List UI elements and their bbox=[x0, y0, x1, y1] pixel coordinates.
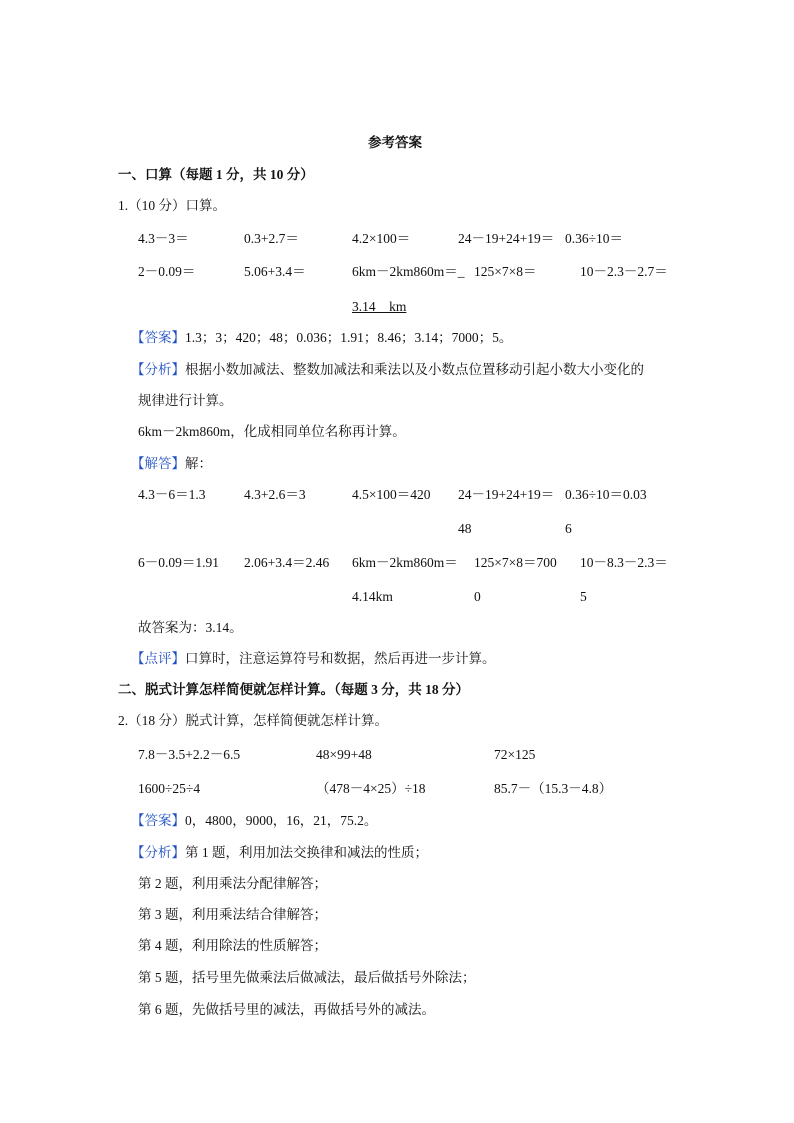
analysis-text: 规律进行计算。 bbox=[138, 393, 233, 408]
solution-expr: 4.14km bbox=[352, 589, 393, 604]
solution-expr: 24－19+24+19＝ bbox=[458, 487, 555, 502]
expr: 85.7－（15.3－4.8） bbox=[494, 781, 613, 796]
analysis-text: 6km－2km860m，化成相同单位名称再计算。 bbox=[138, 424, 406, 439]
section-1-heading: 一、口算（每题 1 分，共 10 分） bbox=[118, 167, 314, 182]
solution-expr: 4.3－6＝1.3 bbox=[138, 487, 206, 502]
solution-expr: 0 bbox=[474, 589, 481, 604]
analysis-line bbox=[131, 845, 428, 861]
question-2: 2.（18 分）脱式计算，怎样简便就怎样计算。 bbox=[118, 713, 388, 728]
expr: 4.2×100＝ bbox=[352, 231, 411, 246]
answer-text: 1.3；3；420；48；0.036；1.91；8.46；3.14；7000；5。 bbox=[185, 330, 513, 345]
analysis-tag: 【分析】 bbox=[131, 845, 185, 860]
fill-blank-answer: 3.14 km bbox=[352, 299, 407, 314]
expr: 48×99+48 bbox=[316, 747, 372, 762]
comment-tag: 【点评】 bbox=[131, 651, 185, 666]
comment-text: 口算时，注意运算符号和数据，然后再进一步计算。 bbox=[185, 651, 496, 666]
solution-expr: 0.36÷10＝0.03 bbox=[565, 487, 647, 502]
page-title: 参考答案 bbox=[368, 135, 422, 150]
answer-line bbox=[131, 813, 377, 829]
expr: 4.3－3＝ bbox=[138, 231, 189, 246]
expr: 24－19+24+19＝ bbox=[458, 231, 555, 246]
solution-expr: 10－8.3－2.3＝ bbox=[580, 555, 668, 570]
analysis-line bbox=[131, 362, 644, 378]
answer-tag: 【答案】 bbox=[131, 330, 185, 345]
answer-tag: 【答案】 bbox=[131, 813, 185, 828]
expr: 0.3+2.7＝ bbox=[244, 231, 299, 246]
solution-expr: 6－0.09＝1.91 bbox=[138, 555, 219, 570]
solution-expr: 48 bbox=[458, 521, 472, 536]
expr: （478－4×25）÷18 bbox=[316, 781, 426, 796]
section-2-heading: 二、脱式计算怎样简便就怎样计算。（每题 3 分，共 18 分） bbox=[118, 682, 469, 697]
expr: 1600÷25÷4 bbox=[138, 781, 201, 796]
solution-expr: 6 bbox=[565, 521, 572, 536]
expr: 72×125 bbox=[494, 747, 536, 762]
analysis-text: 第 6 题，先做括号里的减法，再做括号外的减法。 bbox=[138, 1002, 435, 1017]
expr: 0.36÷10＝ bbox=[565, 231, 624, 246]
solution-expr: 6km－2km860m＝ bbox=[352, 555, 458, 570]
expr: 7.8－3.5+2.2－6.5 bbox=[138, 747, 241, 762]
solution-text: 解： bbox=[185, 456, 212, 471]
solution-expr: 5 bbox=[580, 589, 587, 604]
answer-text: 0，4800，9000，16，21，75.2。 bbox=[185, 813, 378, 828]
analysis-text: 第 2 题，利用乘法分配律解答； bbox=[138, 876, 327, 891]
solution-expr: 125×7×8＝700 bbox=[474, 555, 557, 570]
analysis-text: 第 3 题，利用乘法结合律解答； bbox=[138, 907, 327, 922]
final-answer: 故答案为：3.14。 bbox=[138, 620, 243, 635]
solution-tag: 【解答】 bbox=[131, 456, 185, 471]
expr: 5.06+3.4＝ bbox=[244, 264, 306, 279]
expr: 10－2.3－2.7＝ bbox=[580, 264, 668, 279]
analysis-text: 第 5 题，括号里先做乘法后做减法，最后做括号外除法； bbox=[138, 970, 476, 985]
analysis-text: 根据小数加减法、整数加减法和乘法以及小数点位置移动引起小数大小变化的 bbox=[185, 362, 644, 377]
solution-expr: 4.5×100＝420 bbox=[352, 487, 431, 502]
comment-line bbox=[131, 651, 496, 667]
analysis-tag: 【分析】 bbox=[131, 362, 185, 377]
expr: 6km－2km860m＝_ bbox=[352, 264, 465, 279]
solution-expr: 2.06+3.4＝2.46 bbox=[244, 555, 330, 570]
expr: 2－0.09＝ bbox=[138, 264, 196, 279]
analysis-text: 第 4 题，利用除法的性质解答； bbox=[138, 938, 327, 953]
solution-line bbox=[131, 456, 212, 472]
answer-line bbox=[131, 330, 512, 346]
expr: 125×7×8＝ bbox=[474, 264, 537, 279]
solution-expr: 4.3+2.6＝3 bbox=[244, 487, 306, 502]
question-1: 1.（10 分）口算。 bbox=[118, 198, 226, 213]
analysis-text: 第 1 题，利用加法交换律和减法的性质； bbox=[185, 845, 428, 860]
